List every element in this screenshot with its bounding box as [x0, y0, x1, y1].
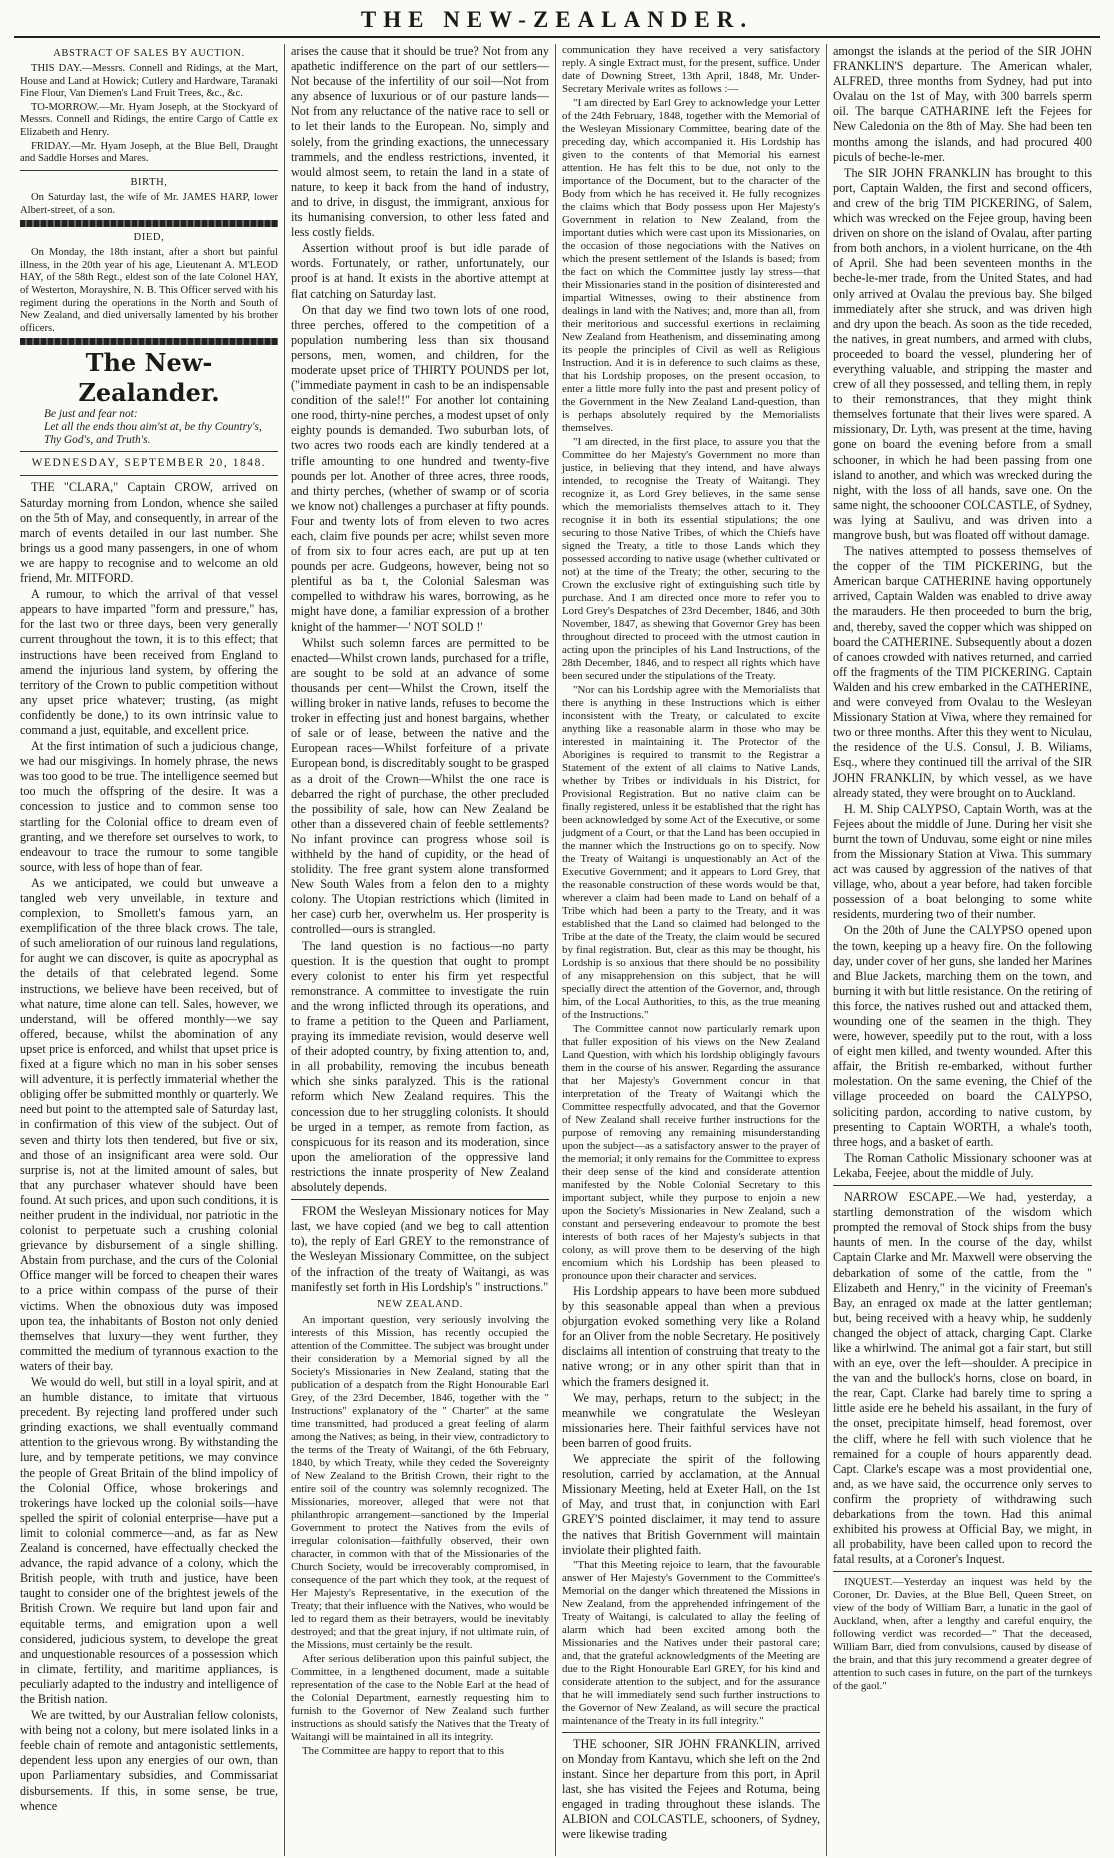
article-paragraph: Whilst such solemn farces are permitted to be enacted—Whilst crown lands, purchased for a trifle, are sought to be sold at an advance of some thousands per cent—Whilst the Crown, itself the willing broker in native lands, refuses to become the troker in effecting just and honest bargains, whether of sale or of lease, between the native and the European races—Whilst forfeiture of a private European bond, is discreditably sought to be grasped as a droit of the Crown—Whilst the one race is debarred the right of purchase, the other precluded the possibility of sale, how can New Zealand be other than a dissevered chain of feeble settlements? No infant province can progress whose soil is withheld by the hand of cupidity, or the head of stolidity. The free grant system alone transformed New South Wales from a felon den to a mighty colony. The Utopian restrictions which (limited in her case) curb her, overwhelm us. Her prosperity is controlled—ours is strangled. [291, 635, 549, 937]
article-paragraph: We may, perhaps, return to the subject; in the meanwhile we congratulate the Wesleyan missionaries here. Their faithful services have not been barren of good fruits. [562, 1390, 820, 1450]
quoted-paragraph: "That this Meeting rejoice to learn, that the favourable answer of Her Majesty's Government to the Committee's Memorial on the danger which threatened the Missions in New Zealand, from the apprehended infringement of the Treaty of Waitangi, is calculated to allay the feeling of alarm which had been excited among both the Missionaries and the Natives under their pastoral care; and, that the grateful acknowledgments of the Meeting are due to the Right Honourable Earl GREY, for his kind and considerate attention to the subject, and for the assurance that he will immediately send such further instructions to the Governor of New Zealand, as will secure the practical maintenance of the Treaty in its full integrity." [562, 1558, 820, 1727]
divider [562, 1732, 820, 1733]
sale-item: THIS DAY.—Messrs. Connell and Ridings, at the Mart, House and Land at Howick; Cutlery and Hardware, Taranaki Fine Flour, Van Diemen's Land Fruit Trees, &c., &c. [20, 63, 278, 100]
quoted-paragraph: "I am directed, in the first place, to assure you that the Committee do her Majesty's Government no more than justice, in believing that they intend, and have always intended, to recognise the Treaty of Waitangi. They recognize it, as Lord Grey believes, in the same sense which the memorialists themselves attach to it. They recognise it in both its essential stipulations; the one securing to those Native Tribes, of which the Chiefs have signed the Treaty, a title to those Lands which they possessed according to native usage (whether cultivated or not) at the time of the Treaty; the other, securing to the Crown the exclusive right of extinguishing such title by purchase. And I am directed once more to refer you to Lord Grey's Despatches of 23rd December, 1846, and 30th November, 1847, as shewing that Governor Grey has been throughout directed to proceed with the utmost caution in acting upon the principles of his Land Instructions, of the 28th December, 1846, and to respect all rights which have been secured under the stipulations of the Treaty. [562, 436, 820, 682]
article-paragraph: THE "CLARA," Captain CROW, arrived on Saturday morning from London, whence she sailed on the 5th of May, and consequently, in arrear of the march of events detailed in our last number. She brings us a good many passengers, in one of whom we are happy to recognise and to welcome an old friend, Mr. MITFORD. [20, 480, 278, 586]
article-paragraph: NARROW ESCAPE.—We had, yesterday, a startling demonstration of the wisdom which prompted the removal of Stock ships from the busy haunts of men. In the course of the day, whilst Captain Clarke and Mr. Maxwell were observing the debarkation of some of the cattle, from the " Elizabeth and Henry," in the vicinity of Freeman's Bay, an enraged ox made at the latter gentleman; but, being received with a heavy whip, he suddenly changed the object of attack, charging Capt. Clarke like a whirlwind. The animal got a fair start, but still with an eye, over the left—shoulder. A precipice in the van and the bullock's horns, close on board, in the rear, Capt. Clarke had barely time to spring a little aside ere he beheld his assailant, in the fury of the onset, precipitate himself, head foremost, over the cliff, where he fell with such violence that he remained for a couple of hours apparently dead. Capt. Clarke's escape was a most providential one, and, as we have said, the occurrence only serves to confirm the propriety of withdrawing such debarkations from the town. Had this animal exhibited his prowess at Official Bay, we might, in all probability, have been called upon to record the fatal results, at a Coroner's Inquest. [833, 1190, 1092, 1567]
divider [833, 1571, 1092, 1572]
masthead: THE NEW-ZEALANDER. [14, 6, 1100, 38]
sales-header: ABSTRACT OF SALES BY AUCTION. [53, 48, 245, 59]
birth-header: BIRTH, [130, 176, 168, 188]
divider [291, 1199, 549, 1200]
column-4 [827, 44, 1098, 1856]
birth-notice: On Saturday last, the wife of Mr. JAMES HARP, lower Albert-street, of a son. [20, 191, 278, 216]
dateline: WEDNESDAY, SEPTEMBER 20, 1848. [31, 457, 267, 470]
article-paragraph: We would do well, but still in a loyal spirit, and at an humble distance, to imitate that virtuous precedent. By rejecting land proffered under such grinding exactions, we shall eventually command attention to the grievous wrong. By withstanding the lure, and by temperate petitions, we may convince the people of Great Britain of the blind impolicy of the Colonial Office, whose brokerings and trokerings have locked up the colonial soils—have spelled the spirit of colonial enterprise—have put a limit to colonial commerce—and, as far as New Zealand is concerned, have effectually checked the advance, the rapid advance of a colony, which the British people, with truth and justice, have been taught to consider one of the brightest jewels of the British Crown. We require but land upon fair and equitable terms, and emigration upon a well considered, judicious system, to develope the great and unquestionable resources of a possession which in climate, fertility, and maritime appliances, is peculiarly adapted to the industry and intelligence of the British nation. [20, 1375, 278, 1706]
quoted-paragraph: The Committee are happy to report that to this [302, 1744, 505, 1757]
quoted-paragraph: communication they have received a very satisfactory reply. A single Extract must, for the present, suffice. Under date of Downing Street, 13th April, 1848, Mr. Under-Secretary Merivale writes as follows :— [562, 44, 820, 95]
wesleyan-intro: FROM the Wesleyan Missionary notices for May last, we have copied (and we beg to call attention to), the reply of Earl GREY to the remonstrance of the Wesleyan Missionary Committee, on the subject of the infraction of the treaty of Waitangi, as was manifestly set forth in His Lordship's " instructions." [291, 1204, 549, 1294]
motto-line: Let all the ends thou aim'st at, be thy Country's, [44, 421, 262, 434]
article-paragraph: On the 20th of June the CALYPSO opened upon the town, keeping up a heavy fire. On the following day, under cover of her guns, she landed her Marines and Blue Jackets, marching them on the town, and burning it with but little resistance. On the retiring of this force, the natives rushed out and attacked them, wounding one of the seamen in the thigh. They were, however, speedily put to the rout, with a loss of eight men killed, and twenty wounded. After this affair, the British re-embarked, without further molestation. On the same evening, the Chief of the village proceeded on board the CALYPSO, soliciting pardon, according to native custom, by presenting to Captain WORTH, a whale's tooth, three hogs, and a basket of earth. [833, 923, 1092, 1149]
section-header: NEW ZEALAND. [377, 1298, 463, 1310]
quoted-paragraph: An important question, very seriously involving the interests of this Mission, has recently occupied the attention of the Committee. The subject was brought under their consideration by a Memorial signed by all the Society's Missionaries in New Zealand, stating that the publication of a despatch from the Right Honourable Earl Grey, of the 23rd December, 1846, together with the " Instructions" explanatory of the " Charter" at the same time transmitted, had produced a great feeling of alarm among the Natives; as being, in their view, contradictory to the terms of the Treaty of Waitangi, of the 6th February, 1840, by which Treaty, while they ceded the Sovereignty of New Zealand to the British Crown, their right to the entire soil of the country was solemnly recognized. The Missionaries, moreover, alleged that were not that philanthropic arrangement—sanctioned by the Imperial Government to protect the Natives from the evils of irregular colonisation—faithfully observed, their own character, in common with that of the Missionaries of the Church Society, would be irrecoverably compromised, in consequence of the part which they took, at the request of Her Majesty's Representative, in the execution of the Treaty; that their influence with the Natives, who would be led to regard them as their betrayers, would be inevitably destroyed; and that the great injury, if not ultimate ruin, of the Missions, must certainly be the result. [291, 1313, 549, 1651]
article-paragraph: On that day we find two town lots of one rood, three perches, offered to the competition of a population numbering less than six thousand persons, men, women, and children, for the moderate upset price of THIRTY POUNDS per lot, ("immediate payment in cash to be an indispensable condition of the sale!!" For another lot containing one rood, thirty-nine perches, a modest upset of only eighty pounds is demanded. Two suburban lots, of two acres two roods each are kindly tendered at a trifle amounting to one hundred and twenty-five pounds per lot. Another of three acres, three roods, and thirty perches, (whether of swamp or of scoria we know not) challenges a purchaser at fifty pounds. Four and twenty lots of from eleven to two acres each, claim five pounds per acre; whilst seven more of from six to four acres each, are put up at ten pounds per acre. Gudgeons, however, being not so plentiful as ba t, the Colonial Salesman was compelled to withdraw his wares, borrowing, as he might have done, a familiar expression of a brother knight of the hammer—' NOT SOLD !' [291, 302, 549, 634]
article-paragraph: H. M. Ship CALYPSO, Captain Worth, was at the Fejees about the middle of June. During her visit she burnt the town of Unduvau, some eight or nine miles from the Missionary Station at Viwa. This summary act was caused by aggression of the natives of that village, who, about a year before, had taken forcible possession of a boat belonging to some white residents, murdering two of their number. [833, 801, 1092, 922]
motto-line: Be just and fear not: [44, 408, 138, 421]
article-paragraph: We are twitted, by our Australian fellow colonists, with being not a colony, but mere isolated links in a feeble chain of remote and antagonistic settlements, dependent less upon any energies of our own, than upon Parliamentary subsidies, and Commissariat disbursements. If this, in some sense, be true, whence [20, 1708, 278, 1813]
article-paragraph: The land question is no factious—no party question. It is the question that ought to prompt every colonist to enter his firm yet respectful remonstrance. A committee to investigate the ruin and the wrong inflicted through its operations, and to frame a petition to the Queen and Parliament, praying its immediate revision, would deserve well of their adopted country, by fixing attention to, and, in all probability, removing the incubus beneath which she sinks paralyzed. This is the rational reform which New Zealand requires. This the concession due to her struggling colonists. It should be urged in a temper, as remote from faction, as conspicuous for its reason and its moderation, since upon the amelioration of the oppressive land restrictions the innate prosperity of New Zealand absolutely depends. [291, 938, 549, 1195]
article-paragraph: As we anticipated, we could but unweave a tangled web very unveilable, in texture and complexion, to Smollett's famous yarn, an exemplification of the three black crows. The tale, of such amelioration of our ruinous land regulations, for aught we can discover, is quite as apocryphal as the details of that celebrated legend. Some instructions, we believe have been received, but of what nature, time alone can tell. Sales, however, we understand, will be offered monthly—we say offered, because, whilst the abomination of any upset price is enforced, and whilst that upset price is fixed at a figure which no man in his sober senses will adventure, it is perfectly immaterial whether the obliging offer be submitted monthly or quarterly. We need but point to the attempted sale of Saturday last, in confirmation of this view of the subject. Out of seven and thirty lots then tendered, but five or six, and those of an insignificant area were sold. Our surprise is, not at the limited amount of sales, but that any purchaser whatever should have been found. At such prices, and upon such conditions, it is neither prudent in the individual, nor patriotic in the colonist to perpetuate such a crushing colonial grievance by disbursement of a single shilling. Abstain from purchase, and the curs of the Colonial Office manger will be forced to cheapen their wares to a price within compass of the purse of their victims. When the obnoxious duty was imposed upon tea, the inhabitants of Boston not only denied themselves that luxury—they went further, they committed the medium of tyrannous exaction to the waters of their bay. [20, 875, 278, 1373]
died-header: DIED, [133, 232, 165, 244]
article-paragraph: His Lordship appears to have been more subdued by this seasonable appeal than when a previous objurgation evoked something very like a Roland for an Oliver from the noble Secretary. He positively disclaims all intention of construing that treaty to the native wrong; or in any other spirit than that in which the framers designed it. [562, 1284, 820, 1389]
column-1 [14, 44, 285, 1856]
quoted-paragraph: After serious deliberation upon this painful subject, the Committee, in a lengthened document, made a suitable representation of the case to the Noble Earl at the head of the Colonial Department, earnestly requesting him to furnish to the Governor of New Zealand such further instructions as should satisfy the Natives that the Treaty of Waitangi will be maintained in all its integrity. [291, 1652, 549, 1743]
article-paragraph: At the first intimation of such a judicious change, we had our misgivings. In homely phrase, the news was too good to be true. The intelligence seemed but too much the offspring of the desire. It was a concession to justice and to common sense too startling for the Colonial office to dream even of granting, and we therefore set ourselves to work, to endeavour to trace the rumour to some tangible source, with less of hope than of fear. [20, 739, 278, 874]
article-paragraph: INQUEST.—Yesterday an inquest was held by the Coroner, Dr. Davies, at the Blue Bell, Queen Street, on view of the body of William Barr, a lunatic in the gaol of Auckland, when, after a lengthy and careful enquiry, the following verdict was recorded—" That the deceased, William Barr, died from convulsions, caused by disease of the brain, and that this jury recommend a greater degree of attention to such cases in future, on the part of the turnkeys of the gaol." [833, 1576, 1092, 1693]
ornamental-rule [20, 338, 278, 345]
article-paragraph: Assertion without proof is but idle parade of words. Fortunately, or rather, unfortunately, our proof is at hand. It exists in the abortive attempt at flat catching on Saturday last. [291, 241, 549, 301]
ornamental-rule [20, 220, 278, 227]
columns [14, 44, 1100, 1856]
nameplate: The New-Zealander. [78, 348, 220, 408]
sale-item: TO-MORROW.—Mr. Hyam Joseph, at the Stockyard of Messrs. Connell and Ridings, the entire Cargo of Cattle ex Elizabeth and Henry. [20, 101, 278, 139]
divider [20, 451, 278, 452]
column-3 [556, 44, 827, 1856]
article-paragraph: A rumour, to which the arrival of that vessel appears to have imparted "form and pressure," has, for the last two or three days, been very generally current throughout the town, it is to this effect; that instructions have been received from England to amend the injurious land system, by offering the territory of the Crown to public competition without any upset price whatever; trusting, (as might confidently be done,) to its own intrinsic value to command a just, equitable, and excellent price. [20, 587, 278, 737]
motto-line: Thy God's, and Truth's. [44, 434, 151, 447]
article-paragraph: The SIR JOHN FRANKLIN has brought to this port, Captain Walden, the first and second officers, and crew of the brig TIM PICKERING, of Salem, which was wrecked on the Fejee group, having been driven on shore on the island of Ovalau, after parting from both anchors, in a violent hurricane, on the 4th of April. She had been seventeen months in the beche-le-mer trade, from the United States, and had only arrived at Ovalau the previous bay. She bilged immediately after she struck, and was driven high and dry upon the beach. As soon as the tide receded, the natives, in great numbers, and armed with clubs, proceeded to board the vessel, plundering her of everything valuable, and stripping the master and crew of all they possessed, and telling them, in reply to their remonstrances, that they might think themselves fortunate that their lives were spared. A missionary, Dr. Lyth, was present at the time, having gone on board the evening before from a small schooner, in which he had been passing from one island to another, and which was wrecked during the night, with the loss of all hands, save one. On the same night, the schoooner COLCASTLE, of Sydney, was lying at Saulivu, and was driven into a mangrove bush, but was floated off without damage. [833, 165, 1092, 542]
quoted-paragraph: "Nor can his Lordship agree with the Memorialists that there is anything in these Instructions which is either inconsistent with the Treaty, or calculated to excite anything like a reasonable alarm in those who may be interested in maintaining it. The Protector of the Aborigines is required to transmit to the Registrar a Statement of the extent of all claims to Native Lands, whether by Tribes or individuals in his District, for Provisional Registration. But no native claim can be finally registered, unless it be established that the right has been acknowledged by some Act of the Executive, or some judgment of a Court, or that the Land has been occupied in the manner which the Instructions go on to specify. Now the Treaty of Waitangi is unquestionably an Act of the Executive Government; and it appears to Lord Grey, that the reasonable construction of these words would be that, wherever a claim had been made to Land on behalf of a Tribe which had been a party to the Treaty, and it was established that the Land so claimed had belonged to the Tribe at the date of the Treaty, the claim would be secured by final registration. But, clear as this may be thought, his Lordship is so anxious that there should be no possibility of any misapprehension on this subject, that he will specially direct the attention of the Governor, and, through him, of the Local Authorities, to this, as the true meaning of the Instructions." [562, 684, 820, 1021]
quoted-paragraph: "I am directed by Earl Grey to acknowledge your Letter of the 24th February, 1848, together with the Memorial of the Wesleyan Missionary Committee, bearing date of the preceding day, which accompanied it. His Lordship has given to the contents of that Memorial his earnest attention. He has felt this to be due, not only to the importance of the Document, but to the character of the Body from which he has received it. He fully recognizes the claims which that Body possess upon Her Majesty's Government in relation to New Zealand, from the important duties which were cast upon its Missionaries, on the occasion of those negociations with the Natives on which the present settlement of the Islands is based; from the fact on which the Committee justly lay stress—that their Missionaries stand in the position of disinterested and impartial Witnesses, owing to their abstinence from dealings in land with the Natives; and, more than all, from their meritorious and successful exertions in reclaiming New Zealand from Heathenism, and disseminating among its people the principles of Civil as well as Religious Instruction. And it is in deference to such claims as these, that his Lordship proposes, on the present occasion, to enter a little more fully into the past and present policy of the Government in the New Zealand Land-question, than is perhaps absolutely required by the Memorialists themselves. [562, 97, 820, 434]
article-paragraph: arises the cause that it should be true? Not from any apathetic indifference on the part of our settlers—Not because of the infertility of our soil—Not from any absence of luxurious or of our pasture lands—Not from any reluctance of the native race to sell or to let their lands to the European. No, simply and solely, from the grinding exactions, the unnecessary trammels, and the endless restrictions, invented, it would almost seem, to retain the land in a state of nature, to keep it back from the hand of industry, and to drive, in disgust, the immigrant, anxious for its humanising conversion, to other less fated and less costly fields. [291, 44, 549, 240]
death-notice: On Monday, the 18th instant, after a short but painful illness, in the 20th year of his age, Lieutenant A. M'LEOD HAY, of the 58th Regt., eldest son of the late Colonel HAY, of Westerton, Morayshire, N. B. This Officer served with his regiment during the operations in the North and South of New Zealand, and died universally lamented by his brother officers. [20, 247, 278, 334]
divider [20, 170, 278, 171]
article-paragraph: We appreciate the spirit of the following resolution, carried by acclamation, at the Annual Missionary Meeting, held at Exeter Hall, on the 1st of May, and trust that, in conjunction with Earl GREY'S pointed disclaimer, it may tend to assure the natives that British Government will maintain inviolate their plighted faith. [562, 1452, 820, 1557]
column-2 [285, 44, 556, 1856]
quoted-paragraph: The Committee cannot now particularly remark upon that fuller exposition of his views on the New Zealand Land Question, with which his lordship obligingly favours them in the course of his answer. Regarding the assurance that her Majesty's Government concur in that interpretation of the Treaty of Waitangi which the Committee respectfully advocated, and that the Governor of New Zealand shall receive further instructions for the purpose of removing any remaining misunderstanding upon the subject—as a satisfactory answer to the prayer of the memorial; it only remains for the Committee to express their deep sense of the kind and considerate attention manifested by the Noble Colonial Secretary to this important subject, while they purpose to enjoin a new upon the Society's Missionaries in New Zealand, such a constant and persevering endeavour to promote the best interests of both races of her Majesty's subjects in that colony, as will prove them to be deserving of the high encomium which his Lordship has been pleased to pronounce upon their character and services. [562, 1023, 820, 1282]
article-paragraph: amongst the islands at the period of the SIR JOHN FRANKLIN'S departure. The American whaler, ALFRED, three months from Sydney, had put into Ovalau on the 1st of May, with 300 barrels sperm oil. The barque CATHARINE left the Fejees for New Caledonia on the 8th of May. She had been ten months among the islands, and had procured 400 piculs of beche-le-mer. [833, 44, 1092, 164]
article-paragraph: The natives attempted to possess themselves of the copper of the TIM PICKERING, but the American barque CATHERINE having opportunely arrived, Captain Walden was enabled to drive away the marauders. He then proceeded to burn the brig, and, thereby, saved the copper which was shipped on board the CATHERINE. Subsequently about a dozen of canoes crowded with natives returned, and carried off the fragments of the TIM PICKERING. Captain Walden and his crew embarked in the CATHERINE, and were conveyed from Ovalau to the Wesleyan Missionary Station at Viwa, where they remained for two or three months. After this they went to Niculau, the residence of the U.S. Consul, J. B. Wiliams, Esq., where they continued till the arrival of the SIR JOHN FRANKLIN, by which vessel, as we have already stated, they were brought on to Auckland. [833, 544, 1092, 800]
divider [833, 1185, 1092, 1186]
article-paragraph: The Roman Catholic Missionary schooner was at Lekaba, Feejee, about the middle of July. [833, 1150, 1092, 1180]
sale-item: FRIDAY.—Mr. Hyam Joseph, at the Blue Bell, Draught and Saddle Horses and Mares. [20, 140, 278, 165]
article-paragraph: THE schooner, SIR JOHN FRANKLIN, arrived on Monday from Kantavu, which she left on the 2nd instant. Since her departure from this port, in April last, she has visited the Fejees and Rotuma, being engaged in trading throughout these islands. The ALBION and COLCASTLE, schooners, of Sydney, were likewise trading [562, 1736, 820, 1842]
divider [20, 475, 278, 476]
